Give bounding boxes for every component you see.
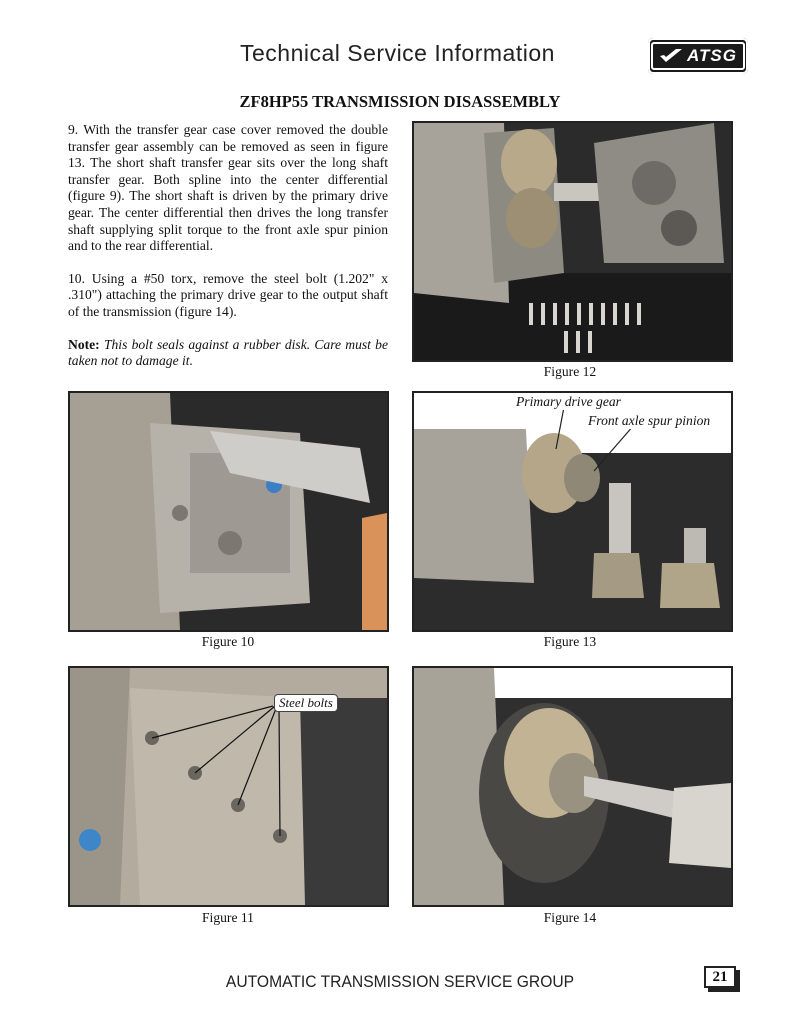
figure-11-photo [68, 666, 389, 907]
figure-12-caption: Figure 12 [543, 364, 597, 379]
note-paragraph [68, 337, 388, 370]
logo-text: ATSG [687, 46, 737, 65]
header-title: Technical Service Information [240, 40, 555, 66]
checkmark-icon [658, 47, 684, 65]
page-number: 21 [704, 966, 736, 988]
figure-13-caption: Figure 13 [543, 634, 597, 649]
atsg-logo [648, 38, 748, 74]
paragraph-10: 10. Using a #50 torx, remove the steel bolt (1.202" x .310") attaching the primary drive gear to the output shaft of the transmission (figure 14). [68, 270, 388, 319]
figure-14-photo [412, 666, 733, 907]
footer-text: AUTOMATIC TRANSMISSION SERVICE GROUP [225, 972, 575, 991]
figure-12-photo [412, 121, 733, 362]
document-title: ZF8HP55 TRANSMISSION DISASSEMBLY [239, 92, 561, 111]
figure-10-caption: Figure 10 [201, 634, 255, 649]
paragraph-9: 9. With the transfer gear case cover removed the double transfer gear assembly can be removed as seen in figure 13. The short shaft transfer gear sits over the long shaft transfer gear. Both spline into the center differential (figure 9). The short shaft is driven by the primary drive gear. The center differential then drives the long transfer shaft supplying split torque to the front axle spur pinion and to the rear differential. [68, 122, 388, 254]
figure-11-caption: Figure 11 [202, 910, 254, 925]
figure-14-caption: Figure 14 [543, 910, 597, 925]
note-text: This bolt seals against a rubber disk. Care must be taken not to damage it. [68, 336, 389, 369]
note-label: Note: [68, 336, 100, 352]
label-primary-drive-gear: Primary drive gear [516, 394, 621, 409]
label-front-axle-spur-pinion: Front axle spur pinion [588, 413, 711, 428]
figure-10-photo [68, 391, 389, 632]
label-steel-bolts: Steel bolts [274, 694, 338, 712]
body-text [68, 122, 388, 386]
